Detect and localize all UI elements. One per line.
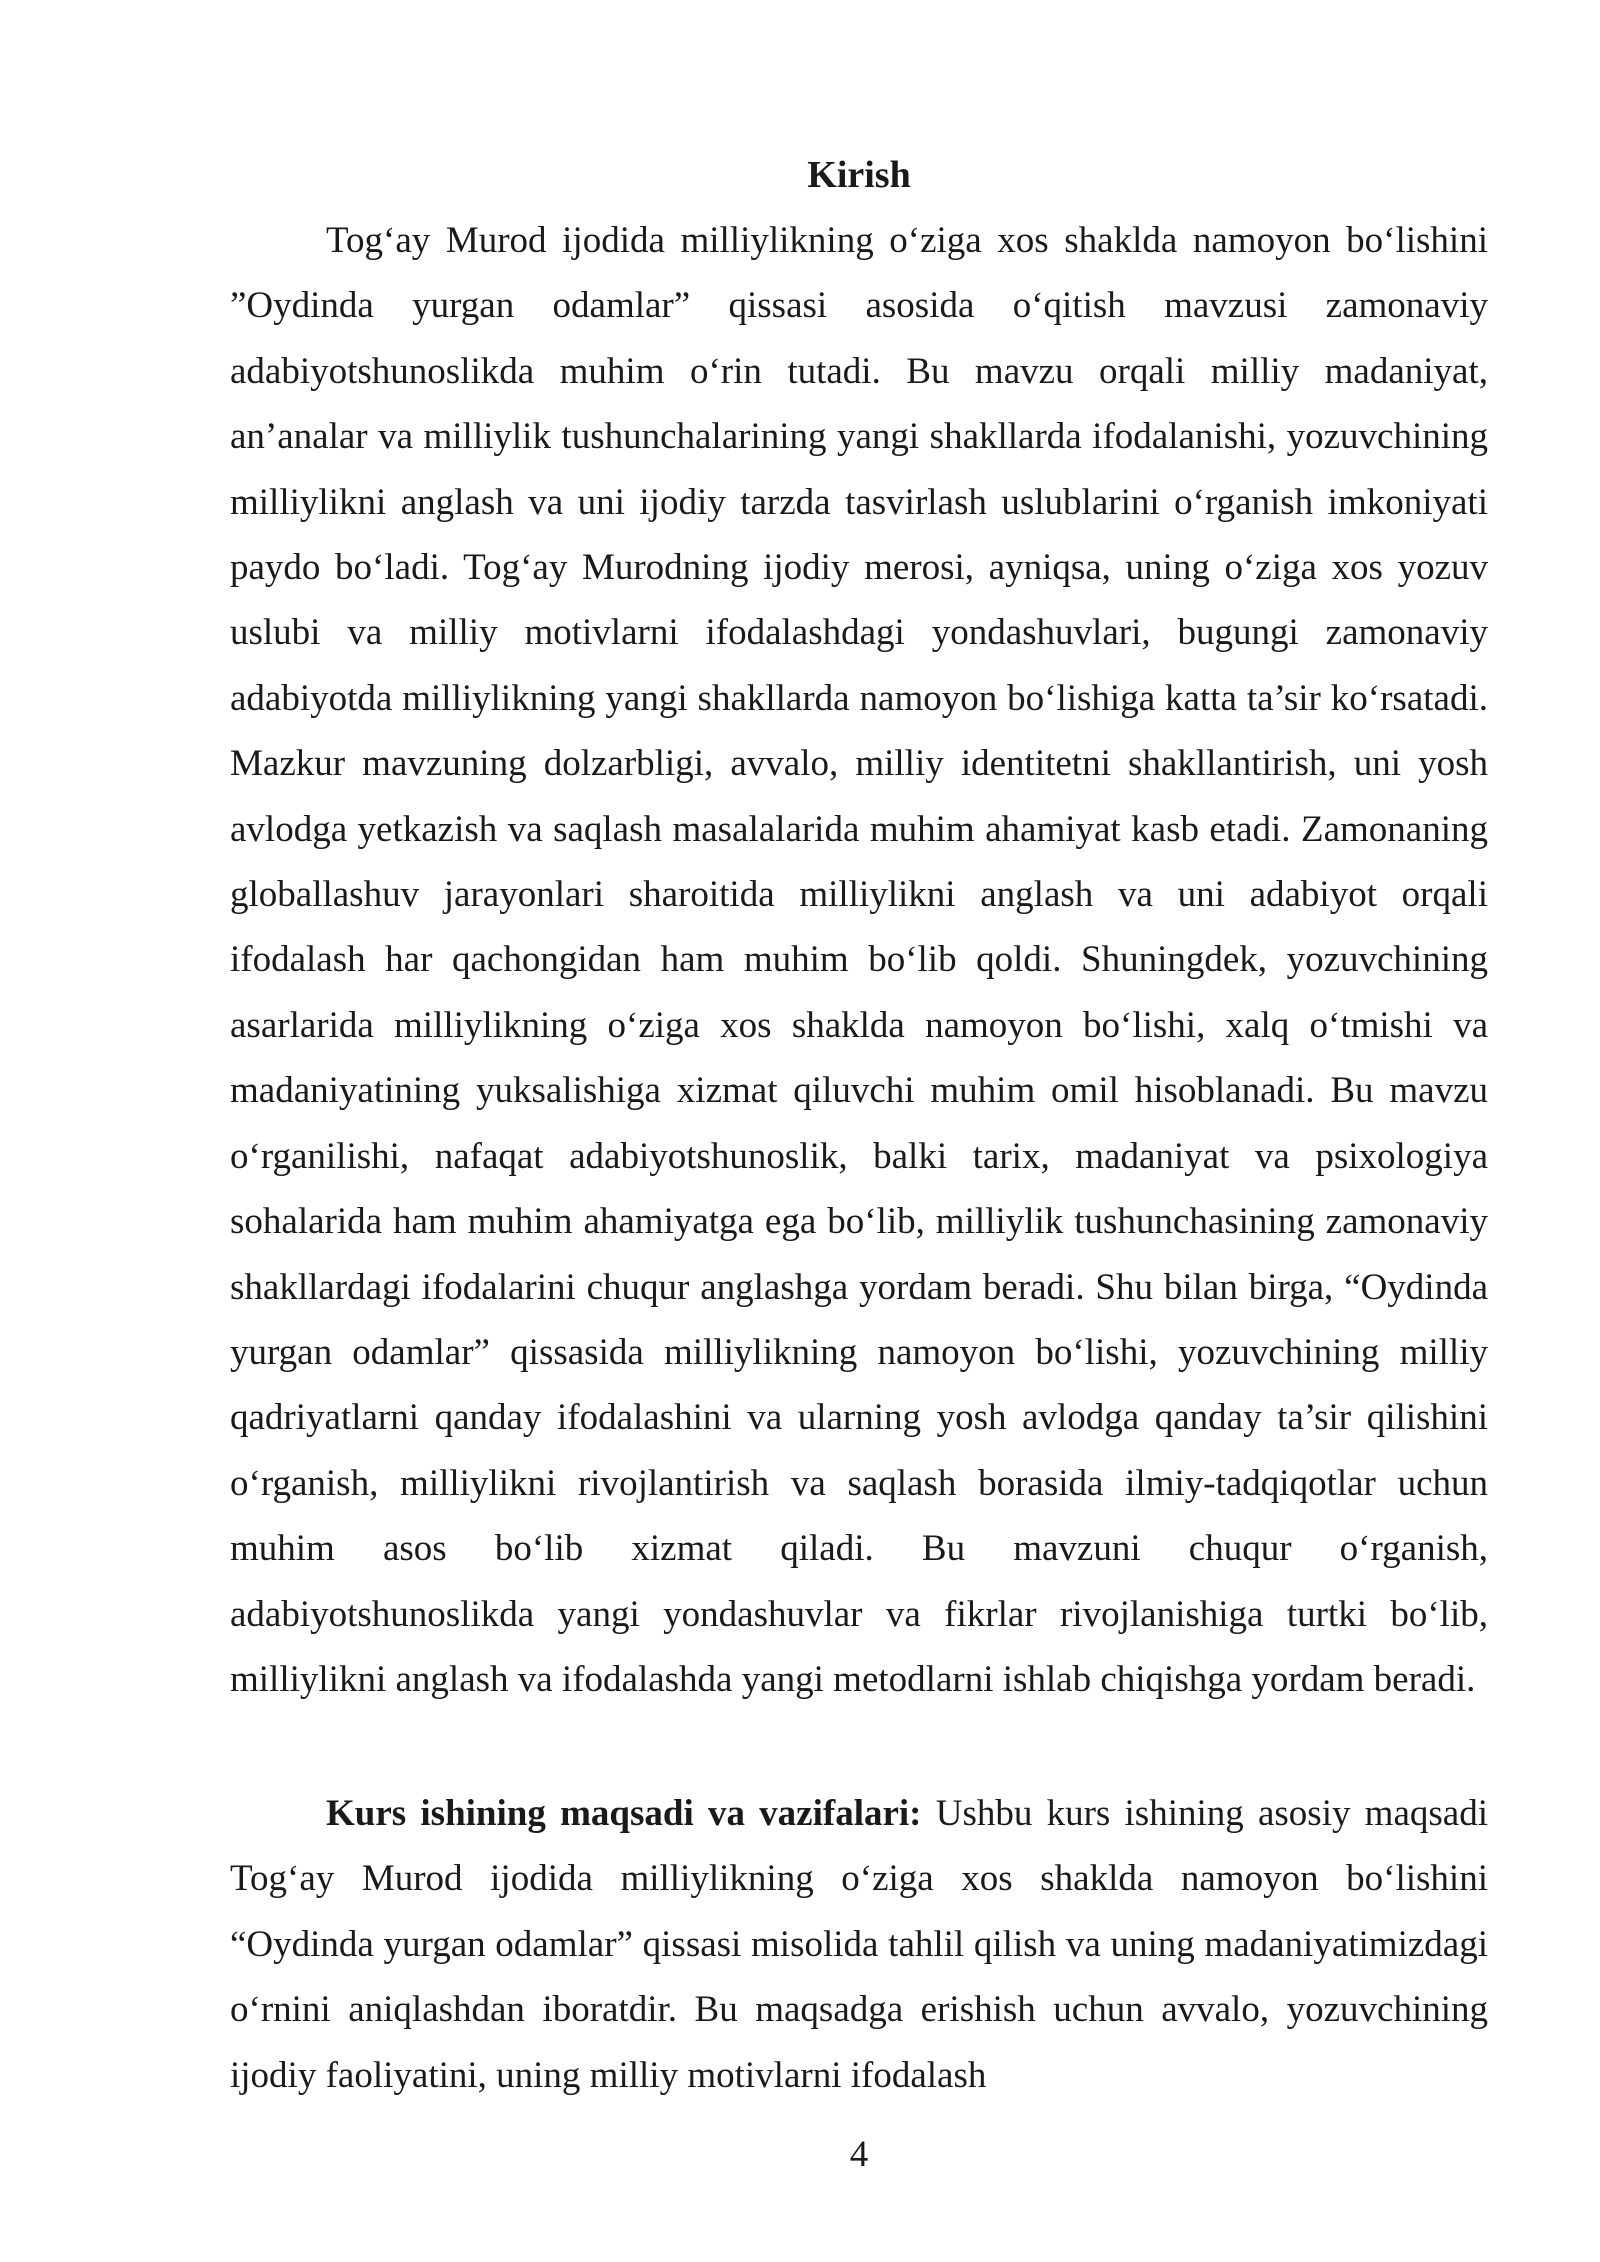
paragraph-text: Tog‘ay Murod ijodida milliylikning o‘ziga xos shaklda namoyon bo‘lishini ”Oydinda yurgan odamlar” qissasi asosida o‘qitish mavzusi zamonaviy adabiyotshunoslikda muhim o‘rin tutadi. Bu mavzu orqali milliy madaniyat, an’analar va milliylik tushunchalarining yangi shakllarda ifodalanishi, yozuvchining milliylikni anglash va uni ijodiy tarzda tasvirlash uslublarini o‘rganish imkoniyati paydo bo‘ladi. Tog‘ay Murodning ijodiy merosi, ayniqsa, uning o‘ziga xos yozuv uslubi va milliy motivlarni ifodalashdagi yondashuvlari, bugungi zamonaviy adabiyotda milliylikning yangi shakllarda namoyon bo‘lishiga katta ta’sir ko‘rsatadi. Mazkur mavzuning dolzarbligi, avvalo, milliy identitetni shakllantirish, uni yosh avlodga yetkazish va saqlash masalalarida muhim ahamiyat kasb etadi. Zamonaning globallashuv jarayonlari sharoitida milliylikni anglash va uni adabiyot orqali ifodalash har qachongidan ham muhim bo‘lib qoldi. Shuningdek, yozuvchining asarlarida milliylikning o‘ziga xos shaklda namoyon bo‘lishi, xalq o‘tmishi va madaniyatining yuksalishiga xizmat qiluvchi muhim omil hisoblanadi. Bu mavzu o‘rganilishi, nafaqat adabiyotshunoslik, balki tarix, madaniyat va psixologiya sohalarida ham muhim ahamiyatga ega bo‘lib, milliylik tushunchasining zamonaviy shakllardagi ifodalarini chuqur anglashga yordam beradi. Shu bilan birga, “Oydinda yurgan odamlar” qissasida milliylikning namoyon bo‘lishi, yozuvchining milliy qadriyatlarni qanday ifodalashini va ularning yosh avlodga qanday ta’sir qilishini o‘rganish, milliylikni rivojlantirish va saqlash borasida ilmiy-tadqiqotlar uchun muhim asos bo‘lib xizmat qiladi. Bu mavzuni chuqur o‘rganish, adabiyotshunoslikda yangi yondashuvlar va fikrlar rivojlanishiga turtki bo‘lib, milliylikni anglash va ifodalashda yangi metodlarni ishlab chiqishga yordam beradi. <box>230 220 1488 1700</box>
goals-paragraph <box>230 1781 1488 2108</box>
page-number: 4 <box>849 2134 869 2175</box>
paragraph-lead: Kurs ishining maqsadi va vazifalari: <box>326 1793 922 1834</box>
section-heading: Kirish <box>807 154 911 196</box>
paragraph-text: Ushbu kurs ishining asosiy maqsadi Tog‘ay Murod ijodida milliylikning o‘ziga xos shaklda namoyon bo‘lishini “Oydinda yurgan odamlar” qissasi misolida tahlil qilish va uning madaniyatimizdagi o‘rnini aniqlashdan iboratdir. Bu maqsadga erishish uchun avvalo, yozuvchining ijodiy faoliyatini, uning milliy motivlarni ifodalash <box>230 1793 1488 2096</box>
intro-paragraph <box>230 208 1488 1712</box>
